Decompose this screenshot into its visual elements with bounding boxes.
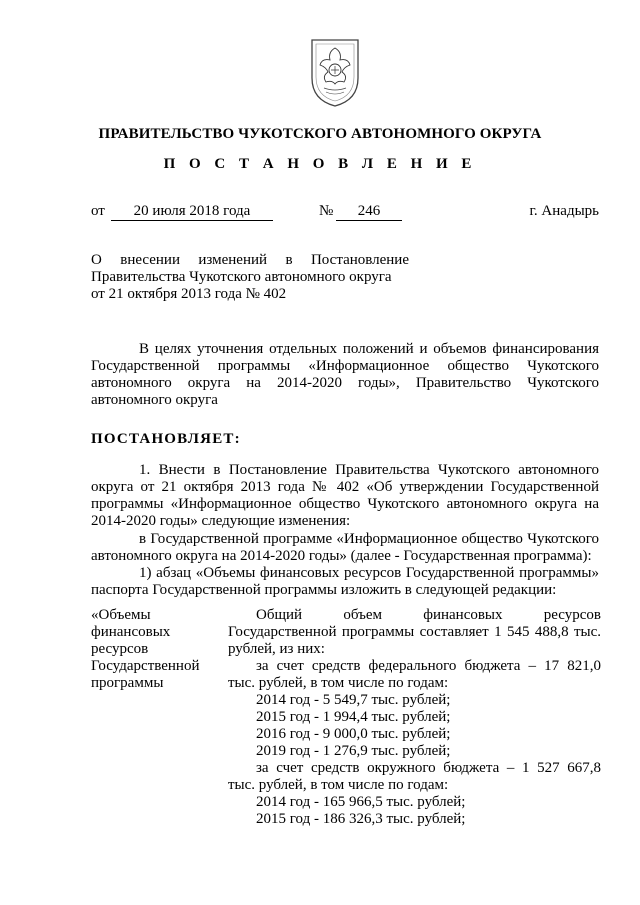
preamble-line: Государственной программы «Информационное общество Чукотского — [91, 358, 599, 374]
item-1-intro-paragraph — [91, 531, 599, 565]
table-left-line: «Объемы — [91, 607, 151, 623]
item-1-intro-line: автономного округа на 2014-2020 годы» (далее - Государственная программа): — [91, 548, 592, 564]
date-prefix-label: от — [91, 203, 105, 219]
table-right-line: 2014 год - 165 966,5 тыс. рублей; — [256, 794, 466, 810]
item-1-sub-1-line: паспорта Государственной программы изложить в следующей редакции: — [91, 582, 557, 598]
table-left-line: ресурсов — [91, 641, 149, 657]
item-1-sub-1-paragraph — [91, 565, 599, 599]
preamble-line: автономного округа на 2014-2020 годы», Правительство Чукотского — [91, 375, 599, 391]
table-right-line: тыс. рублей, в том числе по годам: — [228, 777, 449, 793]
table-left-line: финансовых — [91, 624, 171, 640]
item-1-line: 2014-2020 годы» следующие изменения: — [91, 513, 351, 529]
item-1-sub-1-line: 1) абзац «Объемы финансовых ресурсов Государственной программы» — [139, 565, 599, 581]
document-meta-row — [91, 203, 599, 223]
table-left-line: программы — [91, 675, 164, 691]
document-type-title: П О С Т А Н О В Л Е Н И Е — [163, 156, 477, 172]
table-right-line: тыс. рублей, в том числе по годам: — [228, 675, 449, 691]
document-city: г. Анадырь — [529, 203, 599, 219]
coat-of-arms-icon — [304, 34, 366, 110]
table-right-line: Государственной программы составляет 1 545 488,8 тыс. — [228, 624, 601, 640]
table-right-line: за счет средств федерального бюджета – 17 821,0 — [256, 658, 601, 674]
item-1-line: 1. Внести в Постановление Правительства Чукотского автономного — [139, 462, 599, 478]
government-title: ПРАВИТЕЛЬСТВО ЧУКОТСКОГО АВТОНОМНОГО ОКРУГА — [98, 126, 542, 142]
table-right-line: Общий объем финансовых ресурсов — [256, 607, 601, 623]
table-right-line: 2014 год - 5 549,7 тыс. рублей; — [256, 692, 451, 708]
document-subject — [91, 252, 409, 303]
preamble-paragraph — [91, 341, 599, 409]
preamble-line: В целях уточнения отдельных положений и объемов финансирования — [139, 341, 599, 357]
table-right-line: 2016 год - 9 000,0 тыс. рублей; — [256, 726, 451, 742]
table-right-column — [228, 607, 601, 828]
table-right-line: рублей, из них: — [228, 641, 325, 657]
preamble-line: автономного округа — [91, 392, 218, 408]
table-right-line: 2019 год - 1 276,9 тыс. рублей; — [256, 743, 451, 759]
table-right-line: за счет средств окружного бюджета – 1 527 667,8 — [256, 760, 601, 776]
document-number: 246 — [357, 203, 381, 219]
table-right-line: 2015 год - 186 326,3 тыс. рублей; — [256, 811, 466, 827]
document-date: 20 июля 2018 года — [133, 203, 251, 219]
item-1-paragraph — [91, 462, 599, 530]
table-left-line: Государственной — [91, 658, 200, 674]
item-1-intro-line: в Государственной программе «Информационное общество Чукотского — [139, 531, 599, 547]
subject-line: Правительства Чукотского автономного округа — [91, 269, 392, 285]
subject-line: О внесении изменений в Постановление — [91, 252, 409, 268]
subject-line: от 21 октября 2013 года № 402 — [91, 286, 287, 302]
table-left-column — [91, 607, 216, 692]
item-1-line: программы «Информационное общество Чукотского автономного округа на — [91, 496, 599, 512]
decree-heading: ПОСТАНОВЛЯЕТ: — [91, 431, 241, 447]
number-label: № — [319, 203, 334, 219]
item-1-line: округа от 21 октября 2013 года № 402 «Об утверждении Государственной — [91, 479, 599, 495]
table-right-line: 2015 год - 1 994,4 тыс. рублей; — [256, 709, 451, 725]
